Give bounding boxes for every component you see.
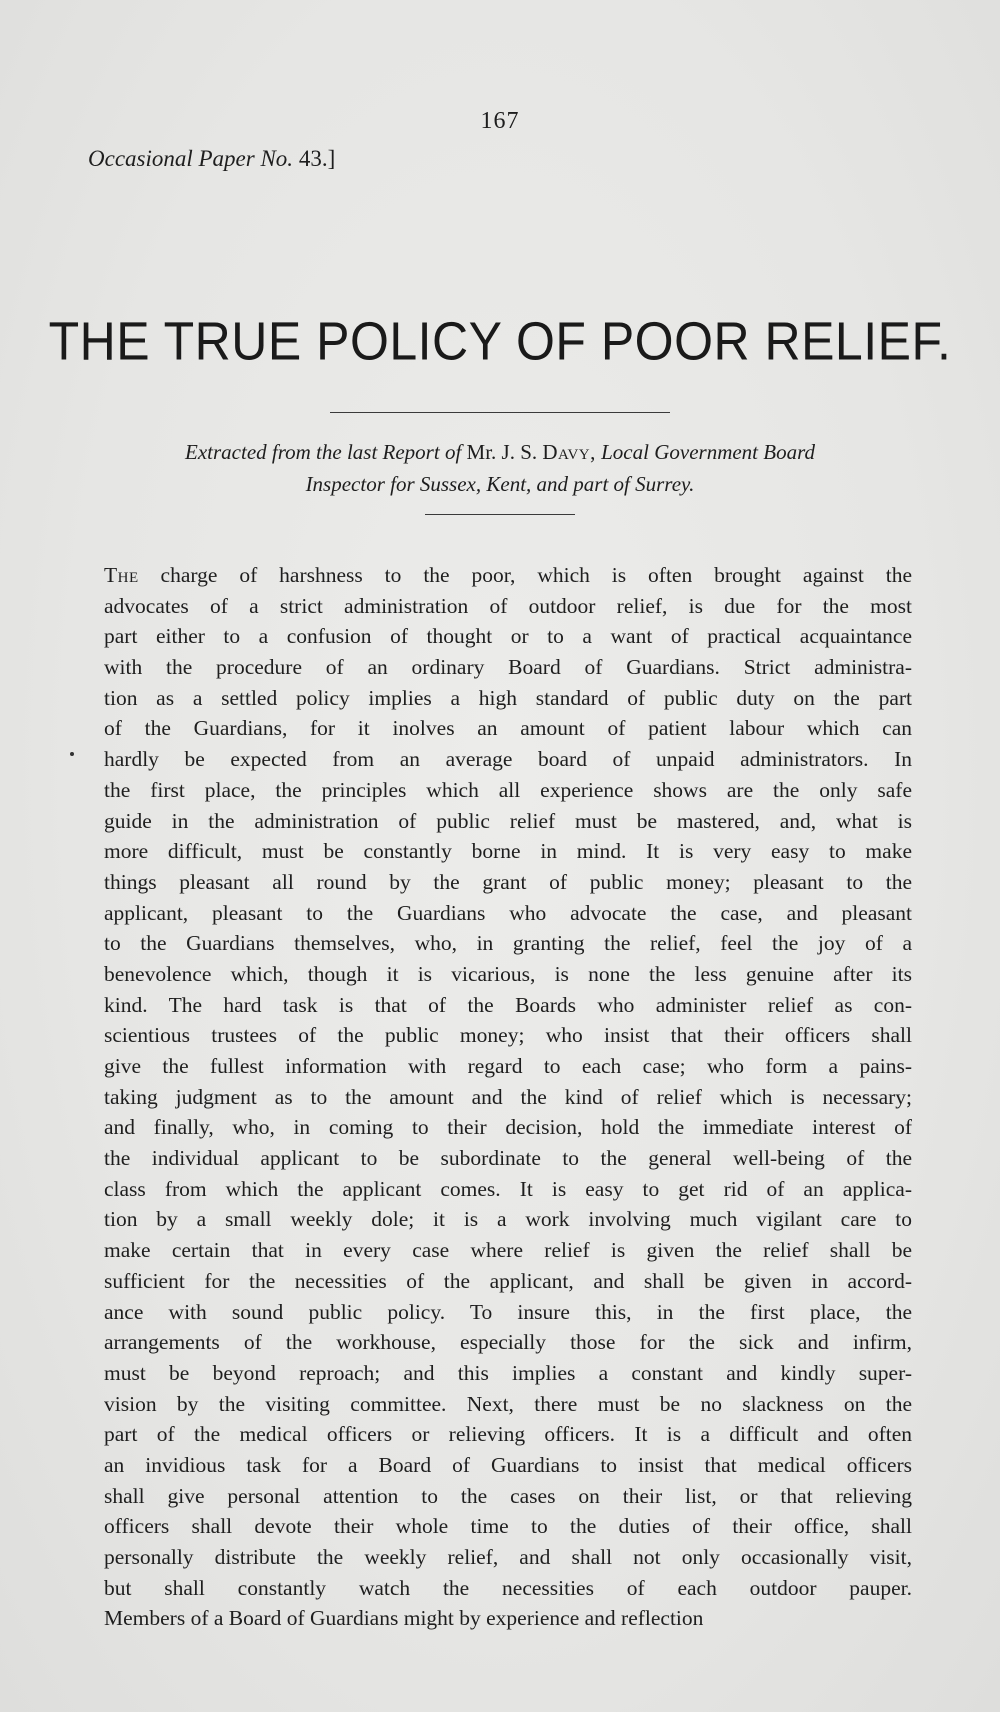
- body-line: the individual applicant to be subordinate to the general well-being of the: [104, 1146, 912, 1171]
- body-line: of the Guardians, for it inolves an amount of patient labour which can: [104, 716, 912, 741]
- body-line: part either to a confusion of thought or to a want of practical acquaintance: [104, 624, 912, 649]
- title-divider-bottom: [425, 514, 575, 515]
- body-line: tion by a small weekly dole; it is a work involving much vigilant care to: [104, 1207, 912, 1232]
- subtitle-author-name: Davy,: [542, 440, 596, 464]
- body-line: arrangements of the workhouse, especially those for the sick and infirm,: [104, 1330, 912, 1355]
- body-line: taking judgment as to the amount and the kind of relief which is necessary;: [104, 1084, 912, 1109]
- body-line: class from which the applicant comes. It is easy to get rid of an applica-: [104, 1176, 912, 1201]
- body-line: things pleasant all round by the grant of public money; pleasant to the: [104, 869, 912, 894]
- body-line: hardly be expected from an average board of unpaid administrators. In: [104, 747, 912, 772]
- occasional-paper-label: [88, 146, 335, 172]
- body-line: personally distribute the weekly relief, and shall not only occasionally visit,: [104, 1545, 912, 1569]
- body-line: an invidious task for a Board of Guardians to insist that medical officers: [104, 1452, 912, 1477]
- body-lead-word: The: [104, 563, 139, 587]
- subtitle-author-initials: Mr. J. S.: [466, 440, 538, 464]
- subtitle: [60, 436, 940, 500]
- body-line: guide in the administration of public relief must be mastered, and, what is: [104, 808, 912, 833]
- body-line: officers shall devote their whole time to the duties of their office, shall: [104, 1514, 912, 1539]
- series-label-italic: Occasional Paper No.: [88, 146, 294, 171]
- body-line: with the procedure of an ordinary Board of Guardians. Strict administra-: [104, 655, 912, 680]
- subtitle-extract-text: Extracted from the last Report of: [185, 440, 462, 464]
- body-line: and finally, who, in coming to their decision, hold the immediate interest of: [104, 1115, 912, 1140]
- subtitle-line-2: Inspector for Sussex, Kent, and part of Surrey.: [305, 472, 695, 496]
- series-label-number: 43.]: [298, 146, 336, 171]
- body-line: make certain that in every case where relief is given the relief shall be: [104, 1238, 912, 1263]
- document-title: THE TRUE POLICY OF POOR RELIEF.: [48, 310, 952, 372]
- body-line: ance with sound public policy. To insure this, in the first place, the: [104, 1299, 912, 1324]
- body-line: The charge of harshness to the poor, which is often brought against the: [104, 563, 912, 587]
- body-line: vision by the visiting committee. Next, there must be no slackness on the: [104, 1391, 912, 1416]
- body-line: sufficient for the necessities of the applicant, and shall be given in accord-: [104, 1268, 912, 1293]
- body-line: applicant, pleasant to the Guardians who advocate the case, and pleasant: [104, 900, 912, 925]
- subtitle-board-text: Local Government Board: [601, 440, 815, 464]
- page-number: 167: [480, 108, 520, 134]
- body-line: give the fullest information with regard to each case; who form a pains-: [104, 1054, 912, 1078]
- body-line: shall give personal attention to the cases on their list, or that relieving: [104, 1483, 912, 1508]
- body-line: part of the medical officers or relieving officers. It is a difficult and often: [104, 1422, 912, 1447]
- body-line: tion as a settled policy implies a high standard of public duty on the part: [104, 685, 912, 710]
- subtitle-line-1: [60, 436, 940, 468]
- body-line: but shall constantly watch the necessities of each outdoor pauper.: [104, 1575, 912, 1600]
- body-line: Members of a Board of Guardians might by experience and reflection: [104, 1606, 704, 1631]
- body-line: must be beyond reproach; and this implies a constant and kindly super-: [104, 1360, 912, 1385]
- body-line: benevolence which, though it is vicarious, is none the less genuine after its: [104, 961, 912, 986]
- body-line: the first place, the principles which all experience shows are the only safe: [104, 777, 912, 802]
- title-divider-top: [330, 412, 670, 413]
- body-line: kind. The hard task is that of the Boards who administer relief as con-: [104, 992, 912, 1017]
- body-line: scientious trustees of the public money; who insist that their officers shall: [104, 1023, 912, 1048]
- body-paragraph: [104, 560, 912, 1634]
- body-line: more difficult, must be constantly borne in mind. It is very easy to make: [104, 839, 912, 864]
- margin-mark: [70, 752, 74, 756]
- body-line: advocates of a strict administration of outdoor relief, is due for the most: [104, 593, 912, 618]
- body-line: to the Guardians themselves, who, in granting the relief, feel the joy of a: [104, 931, 912, 956]
